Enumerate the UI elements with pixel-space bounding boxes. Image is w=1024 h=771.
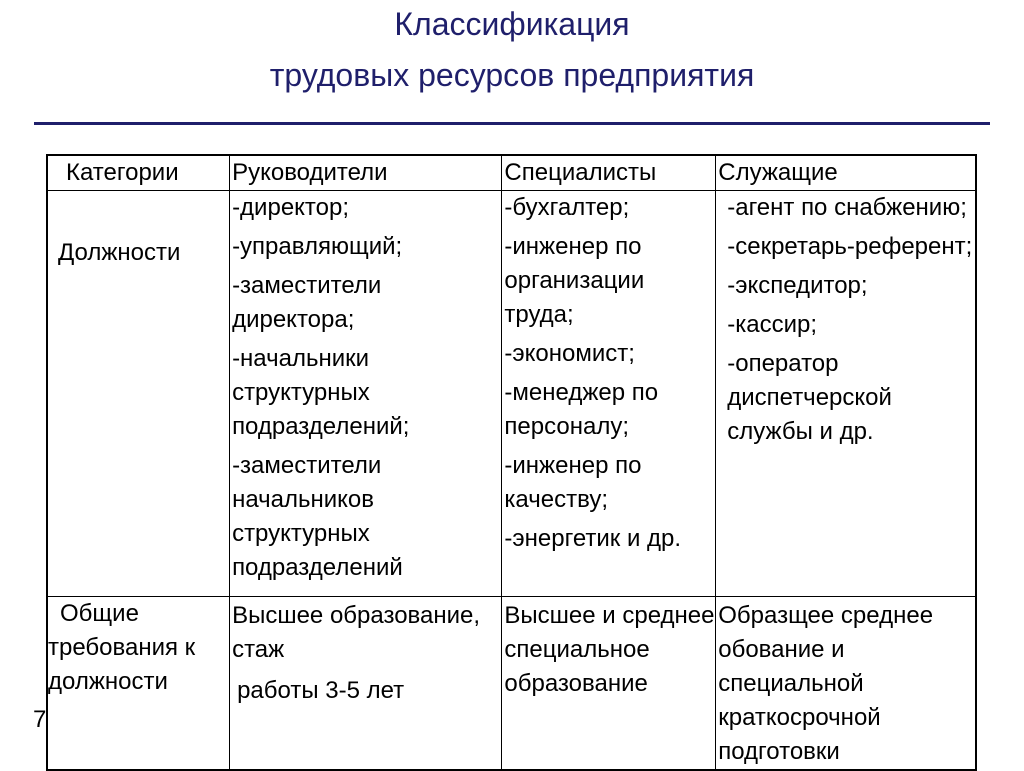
- list-item: -заместители директора;: [232, 272, 382, 333]
- list-item: -энергетик и др.: [504, 525, 682, 552]
- table-row-positions: [47, 191, 976, 597]
- list-item: -инженер по организации труда;: [504, 233, 645, 328]
- list-item: -бухгалтер;: [504, 194, 630, 221]
- positions-label-cell: [47, 191, 230, 597]
- managers-requirements-line2: работы 3-5 лет: [237, 677, 405, 704]
- header-cell-employees: Служащие: [716, 155, 976, 191]
- requirements-label-line2: требования к должности: [48, 634, 196, 695]
- employees-positions-list: [716, 191, 975, 449]
- header-cell-specialists: Специалисты: [502, 155, 716, 191]
- specialists-positions-list: [502, 191, 715, 556]
- table-header-row: [47, 155, 976, 191]
- requirements-label-line1: Общие: [60, 600, 139, 627]
- requirements-label-cell: [47, 597, 230, 771]
- employees-requirements-cell: Образщее среднее обование и специальной краткосрочной подготовки: [716, 597, 976, 771]
- page-title-line2: трудовых ресурсов предприятия: [269, 57, 755, 93]
- managers-positions-cell: [230, 191, 502, 597]
- table-row-requirements: [47, 597, 976, 771]
- list-item: -менеджер по персоналу;: [504, 379, 659, 440]
- header-cell-categories: Категории: [47, 155, 230, 191]
- page-title-line1: Классификация: [394, 6, 630, 42]
- page-number: 7: [33, 706, 47, 733]
- specialists-requirements-cell: Высшее и среднее специальное образование: [502, 597, 716, 771]
- list-item: -экспедитор;: [727, 272, 868, 299]
- list-item: -начальники структурных подразделений;: [232, 345, 410, 440]
- list-item: -оператор диспетчерской службы и др.: [727, 350, 892, 445]
- list-item: -агент по снабжению;: [727, 194, 967, 221]
- list-item: -управляющий;: [232, 233, 403, 260]
- managers-positions-list: [230, 191, 501, 585]
- list-item: -секретарь-референт;: [727, 233, 973, 260]
- managers-requirements-cell: [230, 597, 502, 771]
- specialists-positions-cell: [502, 191, 716, 597]
- title-divider: [34, 122, 990, 125]
- managers-requirements-line1: Высшее образование, стаж: [232, 602, 481, 663]
- list-item: -директор;: [232, 194, 350, 221]
- employees-positions-cell: [716, 191, 976, 597]
- list-item: -инженер по качеству;: [504, 452, 642, 513]
- list-item: -кассир;: [727, 311, 818, 338]
- header-cell-managers: Руководители: [230, 155, 502, 191]
- positions-label: Должности: [58, 239, 181, 266]
- list-item: -экономист;: [504, 340, 635, 367]
- list-item: -заместители начальников структурных подразделений: [232, 452, 403, 581]
- classification-table: [46, 154, 977, 771]
